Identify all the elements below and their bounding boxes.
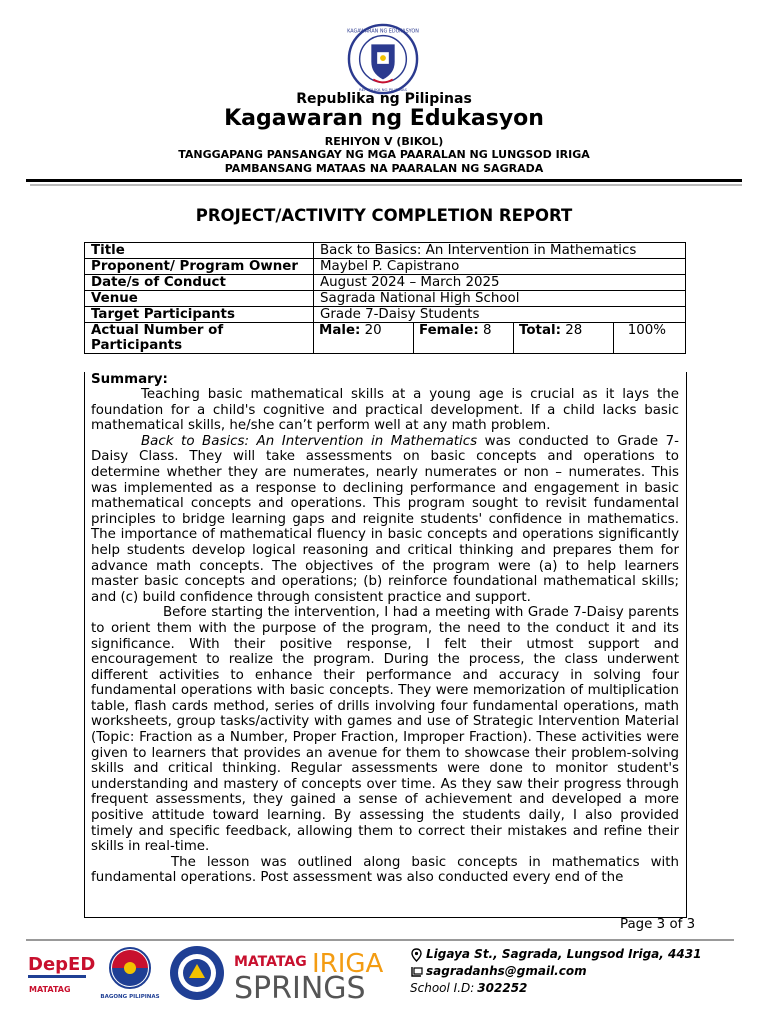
actual-label: Actual Number of Participants [85,323,314,354]
school-id-value: 302252 [477,981,528,995]
header-divider-shadow [30,184,742,186]
bagong-pilipinas-text: BAGONG PILIPINAS [100,994,160,1000]
title-value: Back to Basics: An Intervention in Mathematics [314,243,686,259]
male-value: 20 [364,323,382,338]
total-label: Total: [519,323,561,338]
proponent-label: Proponent/ Program Owner [85,259,314,275]
info-table [84,242,686,354]
title-label: Title [85,243,314,259]
summary-paragraph-2 [85,434,686,606]
bagong-pilipinas-logo-icon [102,944,158,1002]
dates-label: Date/s of Conduct [85,275,314,291]
matatag-iriga-springs-logo-icon [234,944,398,1006]
location-pin-icon [410,948,423,962]
summary-label: Summary: [91,372,168,387]
header-divider [26,179,742,182]
deped-logo-text: DepED [28,954,96,975]
venue-value: Sagrada National High School [314,291,686,307]
department-heading: Kagawaran ng Edukasyon [224,106,544,131]
school-id-label: School I.D: [410,981,475,995]
table-row [85,259,686,275]
email-row [410,963,701,980]
seal-subtext: REPUBLIKA NG PILIPINAS [358,87,408,93]
school-id-row [410,980,701,997]
table-row [85,291,686,307]
total-value: 28 [565,323,583,338]
address-text: Ligaya St., Sagrada, Lungsod Iriga, 4431 [426,947,702,961]
male-label: Male: [319,323,361,338]
address-row [410,946,701,963]
report-title: PROJECT/ACTIVITY COMPLETION REPORT [195,206,573,225]
springs-logo-text: SPRINGS [234,971,366,1006]
summary-paragraph-3: Before starting the intervention, I had a meeting with Grade 7-Daisy parents to orient them with the purpose of the program, the need to the conduct it and its significance. With their positive response, I felt their utmost support and encouragement to realize the program. During the process, the class underwent different activities to enhance their performance and accuracy in solving four fundamental operations with basic concepts. They were memorization of multiplication table, flash cards method, series of drills involving four fundamental operations, math worksheets, group tasks/activity with games and use of Strategic Intervention Material (Topic: Fraction as a Number, Proper Fraction, Improper Fraction). These activities were given to learners that provides an avenue for them to showcase their problem-solving skills and critical thinking. Regular assessments were done to monitor student's understanding and mastery of concepts over time. As they saw their progress through frequent assessments, they gained a sense of achievement and developed a more positive attitude toward learning. By assessing the students daily, I also provided timely and specific feedback, allowing them to correct their mistakes and refine their skills in real-time. [91,605,679,855]
school-seal-icon [165,944,229,1002]
female-cell [414,323,514,354]
footer-divider [26,939,734,941]
table-row [85,275,686,291]
division-heading: TANGGAPANG PANSANGAY NG MGA PAARALAN NG LUNGSOD IRIGA [178,148,590,161]
email-text[interactable]: sagradanhs@gmail.com [426,964,587,978]
percent-value: 100% [614,323,686,354]
female-value: 8 [482,323,492,338]
republic-heading: Republika ng Pilipinas [296,91,472,107]
school-heading: PAMBANSANG MATAAS NA PAARALAN NG SAGRADA [224,162,544,175]
deped-matatag-text: MATATAG [29,985,71,994]
table-row [85,307,686,323]
region-heading: REHIYON V (BIKOL) [324,135,444,148]
iriga-logo-text: IRIGA [312,949,384,979]
deped-seal-icon [344,23,422,95]
summary-paragraph-1: Teaching basic mathematical skills at a young age is crucial as it lays the foundation for a child's cognitive and practical development. If a child lacks basic mathematical skills, he/she can’t perform well at any math problem. [91,387,679,434]
footer-contact [410,946,701,997]
venue-label: Venue [85,291,314,307]
email-icon [410,965,423,978]
proponent-value: Maybel P. Capistrano [314,259,686,275]
summary-paragraph-2-text: was conducted to Grade 7-Daisy Class. They will take assessments on basic concepts and operations to determine whether they are numerates, nearly numerates or non – numerates. This was implemented as a response to declining performance and engagement in basic mathematical concepts and operations. This program sought to revisit fundamental principles to bridge learning gaps and reignite students' confidence in mathematics. The importance of mathematical fluency in basic concepts and operations significantly help students develop logical reasoning and critical thinking and prepares them for advance math concepts. The objectives of the program were (a) to help learners master basic concepts and operations; (b) reinforce foundational mathematical skills; and (c) build confidence through consistent practice and support. [91,433,679,605]
matatag-logo-text: MATATAG [234,954,307,970]
table-row [85,323,686,354]
program-title-italic: Back to Basics: An Intervention in Mathematics [141,433,478,449]
summary-box [84,372,687,918]
target-value: Grade 7-Daisy Students [314,307,686,323]
total-cell [514,323,614,354]
female-label: Female: [419,323,479,338]
summary-paragraph-4: The lesson was outlined along basic concepts in mathematics with fundamental operations. Post assessment was also conducted every end of the [91,854,679,886]
table-row [85,243,686,259]
male-cell [314,323,414,354]
target-label: Target Participants [85,307,314,323]
seal-text: KAGAWARAN NG EDUKASYON [347,28,419,35]
deped-logo-icon [26,948,96,998]
page-number: Page 3 of 3 [620,917,696,932]
dates-value: August 2024 – March 2025 [314,275,686,291]
